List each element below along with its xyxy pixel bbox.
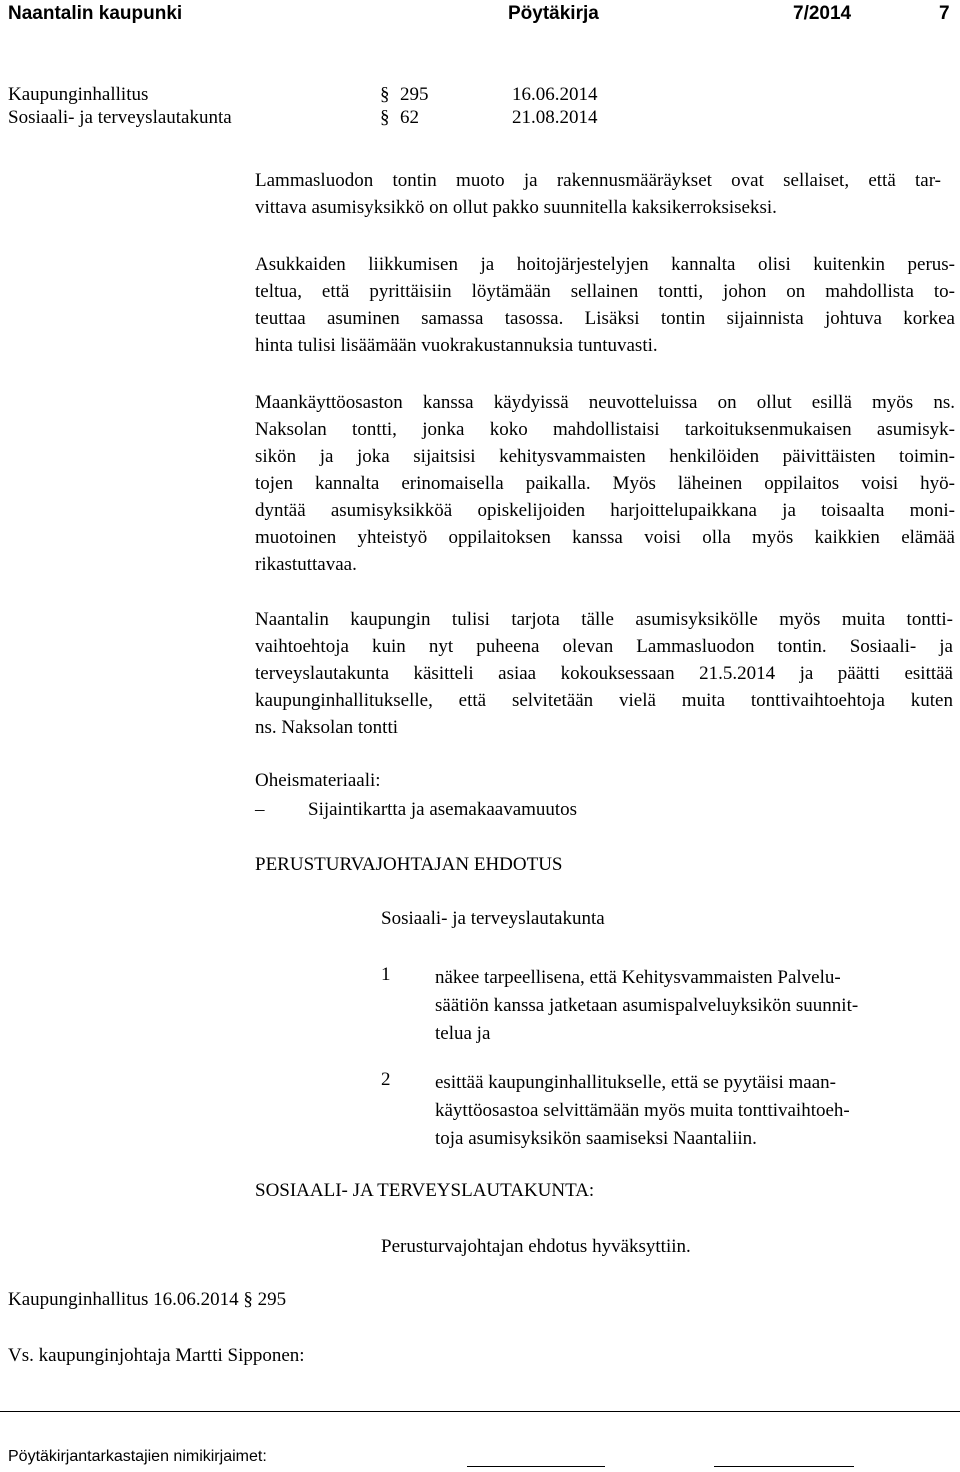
signature-label: Pöytäkirjantarkastajien nimikirjaimet: [8,1448,267,1465]
proposal-item-line: toja asumisyksikön saamiseksi Naantaliin. [435,1128,757,1149]
paragraph-line: terveyslautakunta käsitteli asiaa kokouksessaan 21.5.2014 ja päätti esittää [255,663,953,684]
paragraph-line: Naantalin kaupungin tulisi tarjota tälle asumisyksikölle myös muita tontti- [255,609,953,630]
footer-reference: Kaupunginhallitus 16.06.2014 § 295 [8,1289,287,1310]
proposal-item-line: säätiön kanssa jatketaan asumispalveluyksikön suunnit- [435,995,859,1016]
proposal-heading: PERUSTURVAJOHTAJAN EHDOTUS [255,854,563,875]
attachments-dash: – [255,799,265,820]
proposal-item-line: käyttöosastoa selvittämään myös muita tonttivaihtoeh- [435,1100,850,1121]
paragraph-line: teuttaa asuminen samassa tasossa. Lisäksi tontin sijainnista johtuva korkea [255,308,955,329]
section-sign-2: § [380,107,390,128]
meta-date-2: 21.08.2014 [512,107,598,128]
proposal-item-line: telua ja [435,1023,491,1044]
decision-text: Perusturvajohtajan ehdotus hyväksyttiin. [381,1236,691,1257]
proposal-item-line: näkee tarpeellisena, että Kehitysvammaisten Palvelu- [435,967,841,988]
header-number: 7/2014 [793,3,852,24]
paragraph-line: Lammasluodon tontin muoto ja rakennusmääräykset ovat sellaiset, että tar- [255,170,941,191]
paragraph-line: tojen kannalta erinomaisella paikalla. Myös läheinen oppilaitos voisi hyö- [255,473,955,494]
attachments-label: Oheismateriaali: [255,770,381,791]
section-sign-1: § [380,84,390,105]
footer-divider [0,1411,960,1412]
footer-presenter: Vs. kaupunginjohtaja Martti Sipponen: [8,1345,305,1366]
meta-section-2: 62 [400,107,419,128]
paragraph-line: dyntää asumisyksikköä opiskelijoiden harjoittelupaikkana ja toisaalta moni- [255,500,955,521]
meta-body-1: Kaupunginhallitus [8,84,149,105]
paragraph-line: kaupunginhallitukselle, että selvitetään vielä muita tonttivaihtoehtoja kuten [255,690,953,711]
paragraph-1 [255,167,941,221]
paragraph-line: Naksolan tontti, jonka koko mahdollistaisi tarkoituksenmukaisen asumisyk- [255,419,955,440]
paragraph-line: sikön ja joka sijaitsisi kehitysvammaisten henkilöiden päivittäisten toimin- [255,446,955,467]
paragraph-line: vaihtoehtoja kuin nyt puheena olevan Lammasluodon tontin. Sosiaali- ja [255,636,953,657]
paragraph-line: hinta tulisi lisäämään vuokrakustannuksia tuntuvasti. [255,335,658,356]
meta-body-2: Sosiaali- ja terveyslautakunta [8,107,232,128]
header-doc-type: Pöytäkirja [508,3,599,24]
proposal-item [435,964,955,1048]
header-page: 7 [939,3,950,24]
proposal-item-line: esittää kaupunginhallitukselle, että se pyytäisi maan- [435,1072,836,1093]
paragraph-line: muotoinen yhteistyö oppilaitoksen kanssa voisi olla myös kaikkien elämää [255,527,955,548]
paragraph-4 [255,606,953,741]
decision-heading: SOSIAALI- JA TERVEYSLAUTAKUNTA: [255,1180,595,1201]
attachments-item: Sijaintikartta ja asemakaavamuutos [308,799,578,820]
paragraph-line: vittava asumisyksikkö on ollut pakko suunnitella kaksikerroksiseksi. [255,197,777,218]
header-org: Naantalin kaupunki [8,3,183,24]
proposal-item-number: 2 [381,1069,391,1090]
meta-section-1: 295 [400,84,429,105]
proposal-item-number: 1 [381,964,391,985]
paragraph-line: teltua, että pyrittäisiin löytämään sellainen tontti, johon on mahdollista to- [255,281,955,302]
paragraph-line: rikastuttavaa. [255,554,357,575]
paragraph-3 [255,389,955,578]
paragraph-line: Maankäyttöosaston kanssa käydyissä neuvotteluissa on ollut esillä myös ns. [255,392,955,413]
paragraph-line: Asukkaiden liikkumisen ja hoitojärjestelyjen kannalta olisi kuitenkin perus- [255,254,955,275]
proposal-board: Sosiaali- ja terveyslautakunta [381,908,605,929]
paragraph-line: ns. Naksolan tontti [255,717,399,738]
signature-line-2 [714,1466,854,1467]
proposal-item [435,1069,955,1153]
signature-line-1 [467,1466,605,1467]
paragraph-2 [255,251,955,359]
meta-date-1: 16.06.2014 [512,84,598,105]
